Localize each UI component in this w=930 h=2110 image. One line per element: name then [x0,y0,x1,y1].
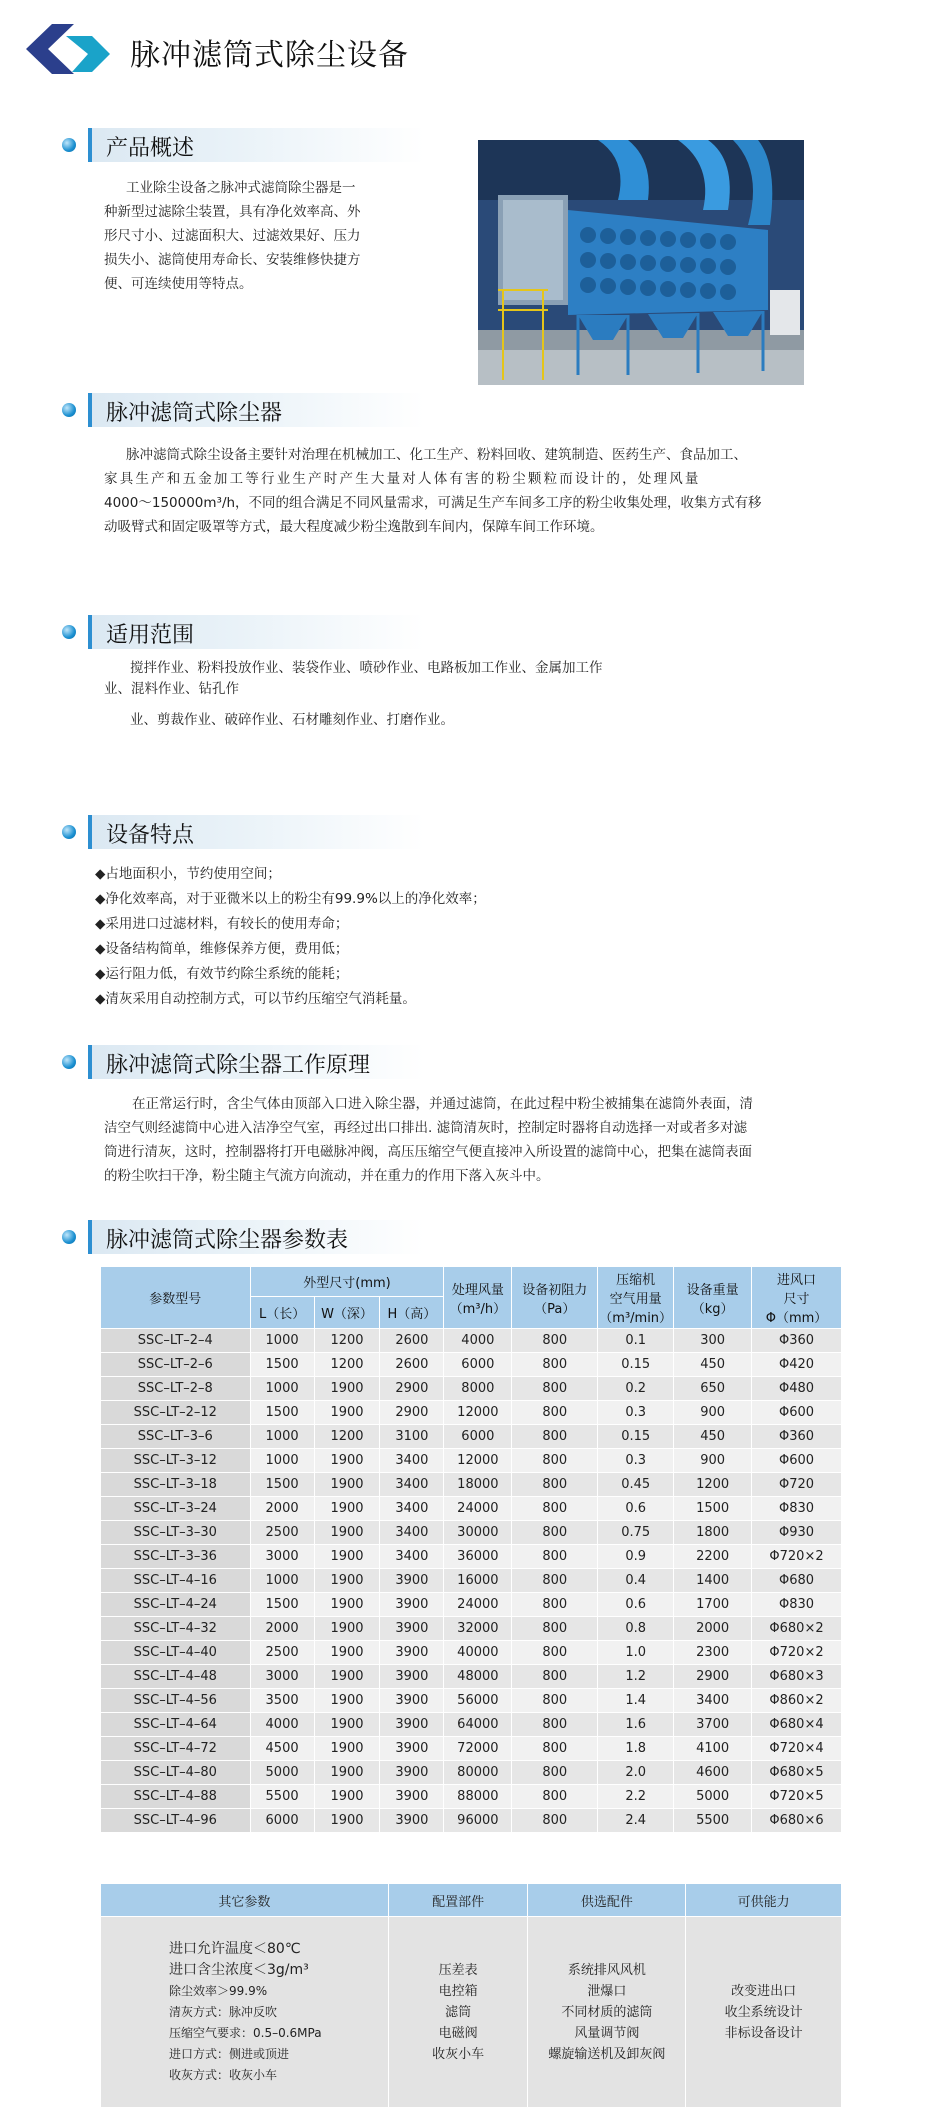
cell-compressed-air: 0.6 [598,1497,674,1521]
cell-resistance: 800 [512,1737,598,1761]
cell-length: 2500 [250,1521,314,1545]
cell-model: SSC–LT–3–30 [101,1521,251,1545]
cell-model: SSC–LT–3–6 [101,1425,251,1449]
cell-length: 4000 [250,1713,314,1737]
cell-width: 1200 [314,1425,380,1449]
cell-compressed-air: 0.9 [598,1545,674,1569]
cell-height: 3100 [380,1425,444,1449]
cell-model: SSC–LT–3–12 [101,1449,251,1473]
cell-air-volume: 16000 [444,1569,512,1593]
cell-weight: 900 [674,1401,752,1425]
cell-resistance: 800 [512,1641,598,1665]
col-header-dims: 外型尺寸(mm) [250,1267,444,1297]
cell-inlet: Φ860×2 [752,1689,842,1713]
config-parts-list: 压差表 电控箱 滤筒 电磁阀 收灰小车 [388,1917,528,2108]
cell-length: 1500 [250,1401,314,1425]
cell-weight: 5000 [674,1785,752,1809]
cell-air-volume: 12000 [444,1401,512,1425]
cell-inlet: Φ680 [752,1569,842,1593]
cell-model: SSC–LT–4–48 [101,1665,251,1689]
cell-compressed-air: 0.3 [598,1449,674,1473]
cell-length: 6000 [250,1809,314,1833]
cell-resistance: 800 [512,1617,598,1641]
table-row [101,1785,842,1809]
cell-resistance: 800 [512,1425,598,1449]
bullet-dot-icon [62,825,76,839]
cell-resistance: 800 [512,1449,598,1473]
cell-length: 1000 [250,1329,314,1353]
scope-line-3: 业、剪裁作业、破碎作业、石材雕刻作业、打磨作业。 [130,712,454,728]
bullet-dot-icon [62,138,76,152]
cell-compressed-air: 1.0 [598,1641,674,1665]
cell-resistance: 800 [512,1689,598,1713]
cell-air-volume: 30000 [444,1521,512,1545]
table-row [101,1329,842,1353]
cell-resistance: 800 [512,1809,598,1833]
cell-resistance: 800 [512,1665,598,1689]
feature-item: ◆采用进口过滤材料，有较长的使用寿命； [95,916,349,932]
cell-model: SSC–LT–4–56 [101,1689,251,1713]
cell-model: SSC–LT–4–80 [101,1761,251,1785]
capability-list: 改变进出口 收尘系统设计 非标设备设计 [686,1917,842,2108]
cell-length: 1500 [250,1593,314,1617]
cell-weight: 1500 [674,1497,752,1521]
table-row [101,1569,842,1593]
cell-height: 3900 [380,1737,444,1761]
cell-inlet: Φ680×2 [752,1617,842,1641]
cell-compressed-air: 1.2 [598,1665,674,1689]
cell-model: SSC–LT–4–64 [101,1713,251,1737]
cell-weight: 3400 [674,1689,752,1713]
cell-height: 3400 [380,1449,444,1473]
cell-width: 1900 [314,1449,380,1473]
cell-inlet: Φ420 [752,1353,842,1377]
cell-height: 3900 [380,1761,444,1785]
section-title: 脉冲滤筒式除尘器工作原理 [106,1053,371,1078]
cell-resistance: 800 [512,1353,598,1377]
cell-inlet: Φ720×4 [752,1737,842,1761]
capability-header: 可供能力 [686,1884,842,1917]
cell-resistance: 800 [512,1521,598,1545]
cell-air-volume: 96000 [444,1809,512,1833]
cell-weight: 1800 [674,1521,752,1545]
cell-height: 3900 [380,1713,444,1737]
config-parts-header: 配置部件 [388,1884,528,1917]
cell-length: 1000 [250,1377,314,1401]
cell-resistance: 800 [512,1401,598,1425]
cell-air-volume: 48000 [444,1665,512,1689]
cell-weight: 3700 [674,1713,752,1737]
cell-model: SSC–LT–3–24 [101,1497,251,1521]
cell-width: 1900 [314,1689,380,1713]
cell-air-volume: 18000 [444,1473,512,1497]
cell-weight: 1700 [674,1593,752,1617]
col-header-air: 处理风量 （m³/h） [444,1267,512,1329]
cell-width: 1900 [314,1401,380,1425]
table-row [101,1497,842,1521]
cell-width: 1900 [314,1497,380,1521]
section-title: 适用范围 [106,623,195,648]
cell-height: 3400 [380,1473,444,1497]
bullet-dot-icon [62,1055,76,1069]
cell-width: 1900 [314,1617,380,1641]
cell-air-volume: 6000 [444,1353,512,1377]
cell-air-volume: 72000 [444,1737,512,1761]
cell-model: SSC–LT–4–72 [101,1737,251,1761]
cell-length: 3000 [250,1545,314,1569]
table-row [101,1617,842,1641]
section-title: 脉冲滤筒式除尘器参数表 [106,1228,349,1253]
cell-compressed-air: 0.3 [598,1401,674,1425]
table-row [101,1425,842,1449]
cell-air-volume: 32000 [444,1617,512,1641]
cell-length: 2500 [250,1641,314,1665]
cell-air-volume: 80000 [444,1761,512,1785]
cell-height: 3900 [380,1593,444,1617]
cell-length: 5000 [250,1761,314,1785]
cell-width: 1900 [314,1665,380,1689]
cell-air-volume: 64000 [444,1713,512,1737]
cell-length: 2000 [250,1617,314,1641]
cell-height: 3900 [380,1689,444,1713]
cell-weight: 1400 [674,1569,752,1593]
cell-width: 1900 [314,1545,380,1569]
cell-model: SSC–LT–2–8 [101,1377,251,1401]
scope-line-1: 搅拌作业、粉料投放作业、装袋作业、喷砂作业、电路板加工作业、金属加工作 [130,660,603,676]
cell-width: 1900 [314,1785,380,1809]
cell-length: 1500 [250,1353,314,1377]
table-row [101,1737,842,1761]
cell-model: SSC–LT–4–40 [101,1641,251,1665]
cell-compressed-air: 0.15 [598,1425,674,1449]
cell-inlet: Φ600 [752,1449,842,1473]
cell-height: 2900 [380,1377,444,1401]
col-header-model: 参数型号 [101,1267,251,1329]
table-row [101,1449,842,1473]
cell-inlet: Φ720 [752,1473,842,1497]
cell-height: 3900 [380,1641,444,1665]
cell-height: 3900 [380,1785,444,1809]
cell-inlet: Φ830 [752,1593,842,1617]
dust-collector-photo [478,140,804,385]
cell-inlet: Φ360 [752,1425,842,1449]
bullet-dot-icon [62,625,76,639]
other-params-list: 进口允许温度＜80℃ 进口含尘浓度＜3g/m³ 除尘效率＞99.9% 清灰方式：脉冲反吹 压缩空气要求：0.5–0.6MPa 进口方式：侧进或顶进 收灰方式：收灰小车 [101,1917,389,2108]
cell-air-volume: 56000 [444,1689,512,1713]
cell-length: 1000 [250,1425,314,1449]
table-row [101,1809,842,1833]
col-header-resistance: 设备初阻力 （Pa） [512,1267,598,1329]
cell-compressed-air: 0.15 [598,1353,674,1377]
cell-width: 1900 [314,1761,380,1785]
cell-height: 2600 [380,1353,444,1377]
cell-weight: 900 [674,1449,752,1473]
cell-compressed-air: 2.2 [598,1785,674,1809]
cell-model: SSC–LT–4–96 [101,1809,251,1833]
cell-weight: 1200 [674,1473,752,1497]
cell-model: SSC–LT–2–12 [101,1401,251,1425]
cell-height: 3900 [380,1617,444,1641]
cell-width: 1900 [314,1521,380,1545]
cell-width: 1900 [314,1713,380,1737]
cell-model: SSC–LT–3–36 [101,1545,251,1569]
table-row [101,1545,842,1569]
cell-resistance: 800 [512,1593,598,1617]
cell-compressed-air: 1.4 [598,1689,674,1713]
cell-length: 1000 [250,1569,314,1593]
table-row [101,1761,842,1785]
cell-resistance: 800 [512,1785,598,1809]
cell-compressed-air: 2.0 [598,1761,674,1785]
cell-compressed-air: 0.45 [598,1473,674,1497]
cell-inlet: Φ830 [752,1497,842,1521]
cell-resistance: 800 [512,1473,598,1497]
overview-text: 工业除尘设备之脉冲式滤筒除尘器是一 种新型过滤除尘装置，具有净化效率高、外 形尺寸小、过滤面积大、过滤效果好、压力 损失小、滤筒使用寿命长、安装维修快捷方 便、可连续使用等特点。 [104,180,361,292]
bullet-dot-icon [62,1230,76,1244]
col-header-compressed-air: 压缩机 空气用量 （m³/min） [598,1267,674,1329]
cell-air-volume: 6000 [444,1425,512,1449]
feature-item: ◆清灰采用自动控制方式，可以节约压缩空气消耗量。 [95,991,416,1007]
page-title: 脉冲滤筒式除尘设备 [130,38,409,73]
cell-weight: 2300 [674,1641,752,1665]
cell-air-volume: 8000 [444,1377,512,1401]
cell-model: SSC–LT–2–4 [101,1329,251,1353]
cell-width: 1900 [314,1473,380,1497]
table-row [101,1713,842,1737]
cell-compressed-air: 0.8 [598,1617,674,1641]
table-row [101,1689,842,1713]
section-title: 设备特点 [106,823,195,848]
scope-line-2: 业、混料作业、钻孔作 [104,681,239,697]
cell-length: 3000 [250,1665,314,1689]
cell-air-volume: 4000 [444,1329,512,1353]
optional-parts-header: 供选配件 [528,1884,686,1917]
cell-air-volume: 88000 [444,1785,512,1809]
cell-compressed-air: 0.75 [598,1521,674,1545]
table-row [101,1377,842,1401]
feature-item: ◆占地面积小，节约使用空间； [95,866,281,882]
cell-length: 1000 [250,1449,314,1473]
optional-parts-list: 系统排风风机 泄爆口 不同材质的滤筒 风量调节阀 螺旋输送机及卸灰阀 [528,1917,686,2108]
cell-model: SSC–LT–3–18 [101,1473,251,1497]
cell-inlet: Φ360 [752,1329,842,1353]
cell-inlet: Φ720×5 [752,1785,842,1809]
cell-length: 2000 [250,1497,314,1521]
cell-width: 1200 [314,1353,380,1377]
cell-width: 1900 [314,1737,380,1761]
feature-item: ◆净化效率高，对于亚微米以上的粉尘有99.9%以上的净化效率； [95,891,486,907]
cell-height: 3900 [380,1665,444,1689]
table-row [101,1521,842,1545]
cell-air-volume: 24000 [444,1497,512,1521]
cell-height: 2600 [380,1329,444,1353]
col-header-weight: 设备重量 （kg） [674,1267,752,1329]
parameter-table [100,1266,842,1833]
cell-compressed-air: 0.6 [598,1593,674,1617]
col-header-inlet: 进风口 尺寸 Φ（mm） [752,1267,842,1329]
cell-air-volume: 12000 [444,1449,512,1473]
other-info-table [100,1883,842,2108]
cell-resistance: 800 [512,1761,598,1785]
cell-inlet: Φ680×3 [752,1665,842,1689]
cell-compressed-air: 1.8 [598,1737,674,1761]
principle-text: 在正常运行时，含尘气体由顶部入口进入除尘器，并通过滤筒，在此过程中粉尘被捕集在滤筒外表面，清 洁空气则经滤筒中心进入洁净空气室，再经过出口排出. 滤筒清灰时，控制定时器将自动选择一对或者多对滤 筒进行清灰，这时，控制器将打开电磁脉冲阀，高压压缩空气便直接冲入所设置的滤筒中心，把集在滤筒表面 的粉尘吹扫干净，粉尘随主气流方向流动，并在重力的作用下落入灰斗中。 [104,1096,753,1184]
cell-length: 5500 [250,1785,314,1809]
cell-inlet: Φ720×2 [752,1641,842,1665]
cell-inlet: Φ680×5 [752,1761,842,1785]
cell-weight: 5500 [674,1809,752,1833]
table-row [101,1353,842,1377]
cell-weight: 450 [674,1425,752,1449]
cell-width: 1900 [314,1641,380,1665]
cell-length: 3500 [250,1689,314,1713]
cell-inlet: Φ720×2 [752,1545,842,1569]
cell-weight: 4100 [674,1737,752,1761]
cell-weight: 300 [674,1329,752,1353]
cell-height: 3400 [380,1497,444,1521]
cell-inlet: Φ600 [752,1401,842,1425]
cell-model: SSC–LT–4–32 [101,1617,251,1641]
table-row [101,1473,842,1497]
cell-weight: 4600 [674,1761,752,1785]
cell-air-volume: 36000 [444,1545,512,1569]
table-row [101,1641,842,1665]
cell-air-volume: 40000 [444,1641,512,1665]
cell-width: 1200 [314,1329,380,1353]
cell-inlet: Φ930 [752,1521,842,1545]
cell-resistance: 800 [512,1497,598,1521]
cell-inlet: Φ680×6 [752,1809,842,1833]
cell-resistance: 800 [512,1545,598,1569]
cell-height: 3900 [380,1809,444,1833]
cell-model: SSC–LT–2–6 [101,1353,251,1377]
company-logo-icon [22,22,114,76]
collector-text: 脉冲滤筒式除尘设备主要针对治理在机械加工、化工生产、粉料回收、建筑制造、医药生产、食品加工、 家具生产和五金加工等行业生产时产生大量对人体有害的粉尘颗粒而设计的，处理风量 4000～150000m³/h，不同的组合满足不同风量需求，可满足生产车间多工序的粉尘收集处理，收集方式有移 动吸臂式和固定吸罩等方式，最大程度减少粉尘逸散到车间内，保障车间工作环境。 [104,447,762,535]
cell-inlet: Φ680×4 [752,1713,842,1737]
cell-model: SSC–LT–4–24 [101,1593,251,1617]
cell-resistance: 800 [512,1569,598,1593]
cell-height: 2900 [380,1401,444,1425]
cell-resistance: 800 [512,1713,598,1737]
cell-height: 3400 [380,1521,444,1545]
section-title: 产品概述 [106,136,195,161]
cell-width: 1900 [314,1377,380,1401]
cell-length: 4500 [250,1737,314,1761]
cell-width: 1900 [314,1593,380,1617]
feature-item: ◆运行阻力低，有效节约除尘系统的能耗； [95,966,349,982]
cell-height: 3900 [380,1569,444,1593]
feature-item: ◆设备结构简单，维修保养方便，费用低； [95,941,349,957]
cell-weight: 2000 [674,1617,752,1641]
cell-model: SSC–LT–4–88 [101,1785,251,1809]
cell-resistance: 800 [512,1377,598,1401]
bullet-dot-icon [62,403,76,417]
cell-model: SSC–LT–4–16 [101,1569,251,1593]
table-row [101,1593,842,1617]
cell-height: 3400 [380,1545,444,1569]
cell-compressed-air: 1.6 [598,1713,674,1737]
cell-inlet: Φ480 [752,1377,842,1401]
col-header-length: L（长） [250,1297,314,1329]
cell-width: 1900 [314,1569,380,1593]
cell-compressed-air: 0.2 [598,1377,674,1401]
table-row [101,1665,842,1689]
cell-compressed-air: 2.4 [598,1809,674,1833]
col-header-height: H（高） [380,1297,444,1329]
section-title: 脉冲滤筒式除尘器 [106,401,283,426]
cell-compressed-air: 0.4 [598,1569,674,1593]
cell-resistance: 800 [512,1329,598,1353]
other-params-header: 其它参数 [101,1884,389,1917]
cell-length: 1500 [250,1473,314,1497]
cell-weight: 2200 [674,1545,752,1569]
cell-compressed-air: 0.1 [598,1329,674,1353]
cell-weight: 650 [674,1377,752,1401]
cell-weight: 450 [674,1353,752,1377]
table-row [101,1401,842,1425]
col-header-width: W（深） [314,1297,380,1329]
cell-width: 1900 [314,1809,380,1833]
cell-air-volume: 24000 [444,1593,512,1617]
cell-weight: 2900 [674,1665,752,1689]
